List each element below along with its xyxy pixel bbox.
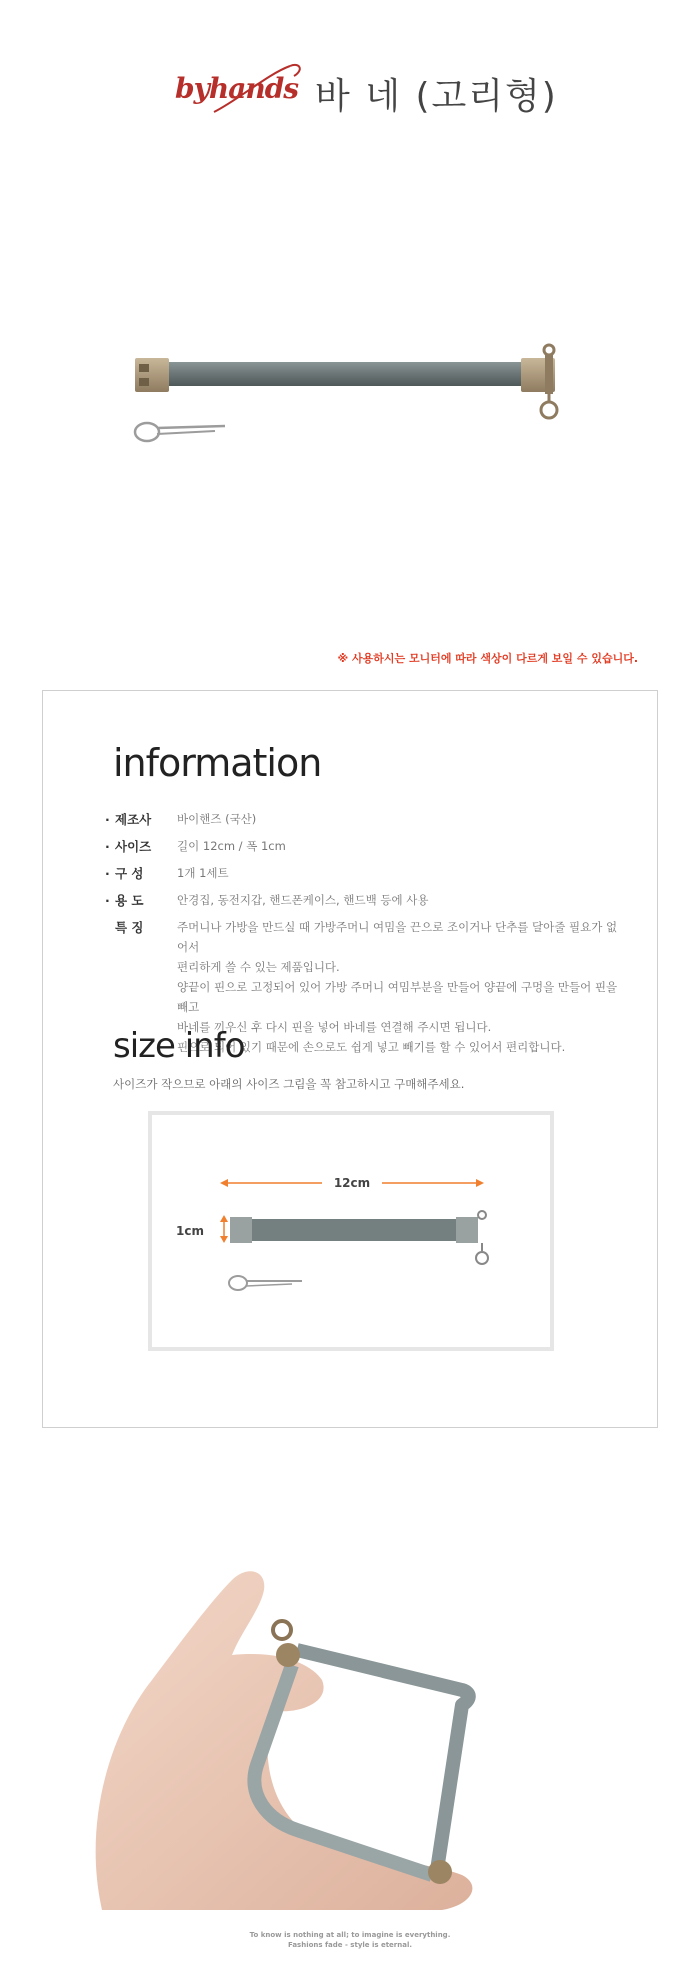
size-info-caption: 사이즈가 작으므로 아래의 사이즈 그림을 꼭 참고하시고 구매해주세요. <box>113 1077 465 1091</box>
spec-row: · 구 성 1개 1세트 <box>105 860 625 887</box>
length-label: 12cm <box>333 1176 371 1190</box>
footer-quote: To know is nothing at all; to imagine is everything. <box>249 1931 451 1939</box>
size-info-title: size info <box>113 1026 245 1066</box>
spec-label: 구 성 <box>115 866 144 881</box>
spec-value: 안경집, 동전지갑, 핸드폰케이스, 핸드백 등에 사용 <box>177 893 429 907</box>
product-photo <box>125 340 575 480</box>
feature-line: 양끝이 핀으로 고정되어 있어 가방 주머니 여밈부분을 만들어 양끝에 구멍을 만들어 핀을 빼고 <box>177 980 618 1014</box>
spec-row: · 용 도 안경집, 동전지갑, 핸드폰케이스, 핸드백 등에 사용 <box>105 887 625 914</box>
feature-line: 편리하게 쓸 수 있는 제품입니다. <box>177 960 340 974</box>
spec-label: 용 도 <box>115 893 144 908</box>
spec-list <box>105 806 625 1057</box>
spec-value: 1개 1세트 <box>177 866 229 880</box>
pin <box>229 1276 247 1290</box>
page-title: 바 네 (고리형) <box>315 76 558 117</box>
size-figure <box>148 1111 554 1351</box>
spec-label: 특 징 <box>115 920 144 935</box>
feature-line: 핀으로 되어 있기 때문에 손으로도 쉽게 넣고 빼기를 할 수 있어서 편리합니다. <box>177 1040 566 1054</box>
footer <box>0 1930 700 1950</box>
feature-line: 주머니나 가방을 만드실 때 가방주머니 여밈을 끈으로 조이거나 단추를 달아줄 필요가 없어서 <box>177 920 618 954</box>
footer-quote: Fashions fade - style is eternal. <box>287 1941 413 1949</box>
width-label: 1cm <box>176 1224 204 1238</box>
color-notice: ※ 사용하시는 모니터에 따라 색상이 다르게 보일 수 있습니다. <box>337 652 638 665</box>
spec-value: 길이 12cm / 폭 1cm <box>177 839 286 853</box>
info-box <box>42 690 658 1428</box>
spec-label: 사이즈 <box>115 839 152 854</box>
spec-label: 제조사 <box>115 812 152 827</box>
spec-row: · 사이즈 길이 12cm / 폭 1cm <box>105 833 625 860</box>
info-title: information <box>113 741 322 785</box>
hinge-left <box>276 1643 300 1667</box>
spec-row: · 제조사 바이핸즈 (국산) <box>105 806 625 833</box>
hand-holding-frame-photo <box>42 1480 658 1910</box>
frame-bar <box>232 1219 472 1241</box>
brand-logo: byhands <box>175 72 299 105</box>
feature-line: 바네를 끼우신 후 다시 핀을 넣어 바네를 연결해 주시면 됩니다. <box>177 1020 492 1034</box>
header <box>0 60 700 130</box>
hinge-right <box>428 1860 452 1884</box>
spec-value: 바이핸즈 (국산) <box>177 812 257 826</box>
